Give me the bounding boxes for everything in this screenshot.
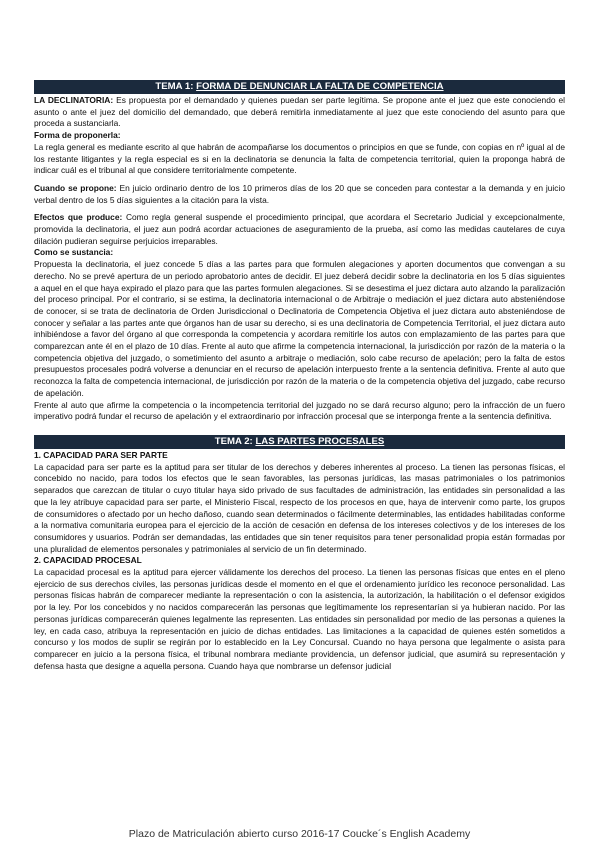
forma-heading: Forma de proponerla:: [34, 130, 121, 141]
declinatoria-label: LA DECLINATORIA:: [34, 95, 114, 105]
declinatoria-paragraph: [34, 95, 565, 130]
capacidad-procesal-heading: 2. CAPACIDAD PROCESAL: [34, 555, 142, 566]
tema2-prefix: TEMA 2:: [214, 435, 253, 447]
sustancia-paragraph-1: Propuesta la declinatoria, el juez concede 5 días a las partes para que formulen alegaciones y aporten documentos que convengan a su derecho. No se prevé apertura de un periodo aprobatorio antes de decidir. El juez deberá decidir sobre la declinatoria en los 5 días siguientes a aquel en el que haya expirado el plazo para que las partes formulen alegaciones. Si se desestima el juez dictara auto alzando la paralización del proceso principal. Por el contrario, si se estima, la declinatoria internacional o de Arbitraje o mediación el juez dictara auto absteniéndose de conocer, si se trata de declinatoria de Orden Jurisdiccional o Declinatoria de Competencia Objetiva el juez dictara auto absteniéndose de conocer y señalar a las partes ante que órganos han de usar su derecho, si es una declinatoria de Competencia Territorial, el juez dictara auto inhibiéndose a favor del órgano al que corresponda la competencia y acordara remitirle los autos con emplazamiento de las partes para que comparezcan ante él en el plazo de 10 días. Frente al auto que afirme la competencia internacional, la jurisdicción por razón de la materia o la competencia objetiva del juzgado, o sometimiento del asunto a arbitraje o mediación, solo cabe recurso de apelación; pero la falta de estos presupuestos procesales podrá volverse a denunciar en el recurso de apelación interpuesto frente a la sentencia definitiva. Frente al auto que reconozca la falta de competencia internacional, de jurisdicción por razón de la materia o de la competencia objetiva del juzgado, cabe recurso de apelación.: [34, 259, 565, 398]
forma-text: La regla general es mediante escrito al que habrán de acompañarse los documentos o principios en que se funde, con copias en nº igual al de los restante litigantes y la regla especial es si en la declinatoria se denuncia la falta de competencia territorial, quien la proponga habrá de indicar cuál es el tribunal al que considere territorialmente competente.: [34, 141, 565, 176]
efectos-text: Como regla general suspende el procedimiento principal, que acordara el Secretario Judicial y excepcionalmente, promovida la declinatoria, el juez aun podrá acordar actuaciones de aseguramiento de la prueba, así como las medidas cautelares de cuya dilación pudieran seguirse perjuicios irreparables.: [34, 212, 565, 246]
sustancia-heading: Como se sustancia:: [34, 247, 114, 258]
tema1-prefix: TEMA 1:: [155, 81, 194, 92]
document-page: [34, 80, 565, 672]
efectos-label: Efectos que produce:: [34, 212, 123, 223]
declinatoria-text: Es propuesta por el demandado y quienes puedan ser parte legítima. Se propone ante el juez que este conociendo el asunto o ante el juez del domicilio del demandado, que deberá remitirla inmediatamente al juez que este conociendo del asunto para que proceda a sustanciarla.: [34, 95, 566, 129]
capacidad-procesal-text: La capacidad procesal es la aptitud para ejercer válidamente los derechos del proceso. La tienen las personas físicas que entes en el pleno ejercicio de sus derechos civiles, las personas jurídicas desde el momento en el que el ordenamiento jurídico les reconoce personalidad. Las personas físicas habrán de comparecer mediante la representación o con la asistencia, la autorización, la habilitación o el defensor exigidos por la ley. Por los concebidos y no nacidos comparecerán las personas que legítimamente los representarían si ya hubieran nacido. Por las personas jurídicas comparecerán quienes legalmente las representen. Las entidades sin personalidad por medio de las personas a quienes la ley, en cada caso, atribuya la representación en juicio de dichas entidades. Las limitaciones a la capacidad de quienes estén sometidos a concurso y los modos de suplir se regirán por lo establecido en la Ley Concursal. Cuando no haya persona que legalmente o asista para comparecer en juicio a la persona física, el tribunal nombrara mediante providencia, un defensor judicial, que asumirá su representación y defensa hasta que designe a aquella persona. Cuando haya que nombrarse un defensor judicial: [34, 567, 565, 671]
capacidad-parte-text: La capacidad para ser parte es la aptitud para ser titular de los derechos y deberes inherentes al proceso. La tienen las personas físicas, el concebido no nacido, para todos los efectos que le sean favorables, las personas jurídicas, las masas patrimoniales o los patrimonios separados que carezcan de titular o cuyo titular haya sido privado de sus facultades de administración, las entidades sin personalidad a las que la ley atribuye capacidad para ser parte, el Ministerio Fiscal, respecto de los procesos en que, haya de intervenir como parte, los grupos de consumidores o afectado por un hecho dañoso, cuando sean determinados o fácilmente determinables, las entidades habilitadas conforme a la normativa comunitaria europea para el ejercicio de la acción de cesación en defensa de los intereses colectivos y de los intereses de los consumidores y usuarios. Podrán ser demandadas, las entidades que sin tener requisitos para tener personalidad propia están formadas por una pluralidad de elementos personales y patrimoniales al servicio de un fin determinado.: [34, 461, 565, 554]
tema1-banner: [34, 80, 565, 94]
tema1-title: FORMA DE DENUNCIAR LA FALTA DE COMPETENCIA: [196, 81, 444, 92]
tema2-title: LAS PARTES PROCESALES: [255, 435, 385, 447]
tema2-banner: [34, 435, 565, 449]
efectos-paragraph: [34, 212, 565, 247]
cuando-paragraph: [34, 183, 565, 206]
cuando-label: Cuando se propone:: [34, 182, 117, 193]
sustancia-paragraph-2: Frente al auto que afirme la competencia o la incompetencia territorial del juzgado no se dará recurso alguno; pero la infracción de un fuero imperativo podrá fundar el recurso de apelación y el extraordinario por infracción procesal que se interponga frente a la sentencia definitiva.: [34, 399, 565, 422]
page-footer: Plazo de Matriculación abierto curso 2016-17 Coucke´s English Academy: [128, 828, 471, 840]
capacidad-parte-heading: 1. CAPACIDAD PARA SER PARTE: [34, 449, 168, 460]
cuando-text: En juicio ordinario dentro de los 10 primeros días de los 20 que se conceden para contestar a la demanda y en juicio verbal dentro de los 5 días siguientes a la citación para la vista.: [34, 182, 565, 205]
